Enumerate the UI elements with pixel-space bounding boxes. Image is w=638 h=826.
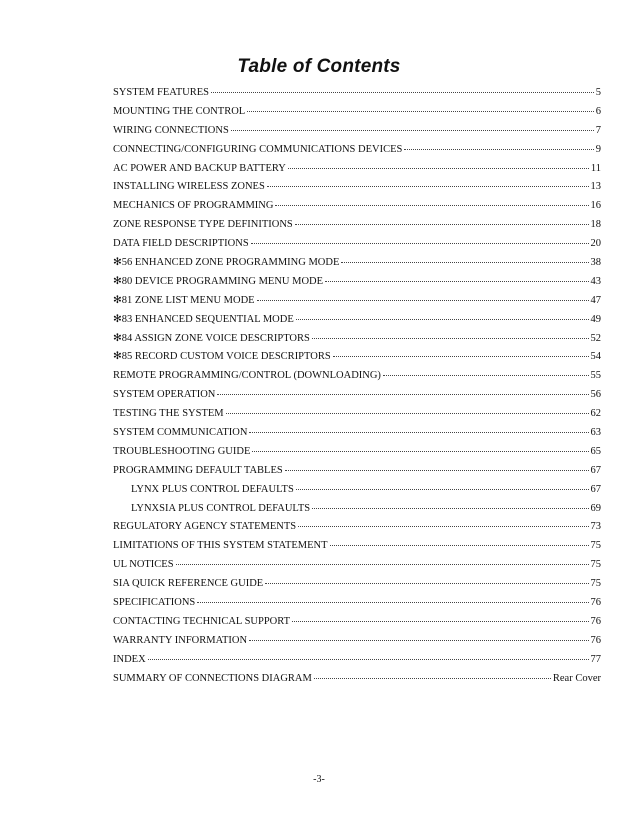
toc-entry-label: MECHANICS OF PROGRAMMING bbox=[113, 200, 274, 212]
toc-entry-label: WARRANTY INFORMATION bbox=[113, 634, 248, 646]
dot-leader bbox=[314, 668, 551, 679]
dot-leader bbox=[217, 384, 588, 395]
toc-entry-label: ✻84 ASSIGN ZONE VOICE DESCRIPTORS bbox=[113, 332, 310, 344]
toc-entry-page: 76 bbox=[590, 615, 601, 627]
toc-entry-label: INSTALLING WIRELESS ZONES bbox=[113, 181, 265, 193]
toc-entry-page: 18 bbox=[590, 219, 601, 231]
dot-leader bbox=[333, 346, 589, 357]
toc-entry[interactable] bbox=[113, 670, 601, 689]
toc-list bbox=[113, 84, 601, 689]
toc-entry-label: DATA FIELD DESCRIPTIONS bbox=[113, 238, 249, 250]
dot-leader bbox=[404, 139, 593, 150]
toc-entry-label: ✻56 ENHANCED ZONE PROGRAMMING MODE bbox=[113, 257, 340, 269]
dot-leader bbox=[298, 516, 588, 527]
toc-entry-page: 77 bbox=[590, 653, 601, 665]
toc-entry-page: 75 bbox=[590, 578, 601, 590]
dot-leader bbox=[312, 498, 588, 509]
dot-leader bbox=[226, 403, 589, 414]
toc-entry-label: WIRING CONNECTIONS bbox=[113, 124, 229, 136]
toc-entry-page: 47 bbox=[590, 294, 601, 306]
toc-entry-label: SYSTEM FEATURES bbox=[113, 87, 209, 98]
dot-leader bbox=[312, 328, 589, 339]
toc-entry-label: UL NOTICES bbox=[113, 559, 174, 571]
toc-entry-label: INDEX bbox=[113, 653, 146, 665]
toc-entry-label: SUMMARY OF CONNECTIONS DIAGRAM bbox=[113, 672, 312, 684]
toc-entry-page: 38 bbox=[590, 257, 601, 269]
page-number: -3- bbox=[313, 774, 325, 785]
page-title: Table of Contents bbox=[237, 56, 401, 77]
dot-leader bbox=[296, 309, 589, 320]
dot-leader bbox=[148, 649, 589, 660]
toc-entry-page: 16 bbox=[590, 200, 601, 212]
toc-entry-label: LYNX PLUS CONTROL DEFAULTS bbox=[131, 483, 294, 495]
toc-entry-page: 63 bbox=[590, 427, 601, 439]
dot-leader bbox=[341, 252, 588, 263]
toc-entry-label: SYSTEM COMMUNICATION bbox=[113, 427, 248, 439]
toc-entry-label: ✻80 DEVICE PROGRAMMING MENU MODE bbox=[113, 275, 324, 287]
toc-entry-page: 5 bbox=[595, 87, 601, 98]
toc-entry-page: 54 bbox=[590, 351, 601, 363]
toc-entry-page: 62 bbox=[590, 408, 601, 420]
dot-leader bbox=[197, 592, 588, 603]
toc-entry-label: PROGRAMMING DEFAULT TABLES bbox=[113, 464, 283, 476]
toc-entry-label: ZONE RESPONSE TYPE DEFINITIONS bbox=[113, 219, 293, 231]
toc-entry-page: 67 bbox=[590, 464, 601, 476]
toc-entry-label: CONTACTING TECHNICAL SUPPORT bbox=[113, 615, 291, 627]
toc-entry-label: TESTING THE SYSTEM bbox=[113, 408, 224, 420]
toc-entry-label: SPECIFICATIONS bbox=[113, 597, 196, 609]
toc-entry-page: Rear Cover bbox=[552, 672, 601, 684]
toc-entry-page: 7 bbox=[595, 124, 601, 136]
dot-leader bbox=[267, 176, 589, 187]
toc-entry-label: ✻81 ZONE LIST MENU MODE bbox=[113, 294, 255, 306]
toc-entry-label: AC POWER AND BACKUP BATTERY bbox=[113, 162, 286, 174]
toc-entry-label: SIA QUICK REFERENCE GUIDE bbox=[113, 578, 264, 590]
dot-leader bbox=[251, 233, 589, 244]
toc-entry-page: 52 bbox=[590, 332, 601, 344]
toc-entry-label: CONNECTING/CONFIGURING COMMUNICATIONS DEVICES bbox=[113, 143, 403, 155]
toc-entry-label: REGULATORY AGENCY STATEMENTS bbox=[113, 521, 297, 533]
toc-entry-page: 6 bbox=[595, 105, 601, 117]
toc-entry-page: 67 bbox=[590, 483, 601, 495]
toc-entry-page: 13 bbox=[590, 181, 601, 193]
dot-leader bbox=[295, 214, 589, 225]
dot-leader bbox=[330, 535, 589, 546]
dot-leader bbox=[325, 271, 588, 282]
dot-leader bbox=[249, 422, 588, 433]
toc-entry-label: ✻85 RECORD CUSTOM VOICE DESCRIPTORS bbox=[113, 351, 331, 363]
dot-leader bbox=[176, 554, 589, 565]
dot-leader bbox=[231, 120, 594, 131]
dot-leader bbox=[265, 573, 588, 584]
toc-entry-page: 76 bbox=[590, 634, 601, 646]
toc-entry-page: 75 bbox=[590, 559, 601, 571]
dot-leader bbox=[275, 195, 588, 206]
dot-leader bbox=[257, 290, 589, 301]
toc-entry-page: 69 bbox=[590, 502, 601, 514]
toc-entry-page: 55 bbox=[590, 370, 601, 382]
toc-entry-page: 76 bbox=[590, 597, 601, 609]
toc-entry-label: REMOTE PROGRAMMING/CONTROL (DOWNLOADING) bbox=[113, 370, 381, 382]
toc-entry-page: 73 bbox=[590, 521, 601, 533]
toc-entry-label: MOUNTING THE CONTROL bbox=[113, 105, 246, 117]
toc-entry-page: 20 bbox=[590, 238, 601, 250]
toc-entry-label: ✻83 ENHANCED SEQUENTIAL MODE bbox=[113, 313, 294, 325]
toc-entry-page: 9 bbox=[595, 143, 601, 155]
toc-entry-page: 43 bbox=[590, 275, 601, 287]
dot-leader bbox=[252, 441, 588, 452]
dot-leader bbox=[292, 611, 588, 622]
toc-entry-label: LYNXSIA PLUS CONTROL DEFAULTS bbox=[131, 502, 311, 514]
dot-leader bbox=[383, 365, 589, 376]
toc-entry-page: 49 bbox=[590, 313, 601, 325]
dot-leader bbox=[285, 460, 589, 471]
dot-leader bbox=[296, 479, 589, 490]
dot-leader bbox=[288, 158, 589, 169]
dot-leader bbox=[211, 82, 594, 93]
toc-entry-page: 56 bbox=[590, 389, 601, 401]
toc-entry-label: TROUBLESHOOTING GUIDE bbox=[113, 445, 251, 457]
toc-entry-label: LIMITATIONS OF THIS SYSTEM STATEMENT bbox=[113, 540, 328, 552]
toc-entry-page: 75 bbox=[590, 540, 601, 552]
toc-entry-label: SYSTEM OPERATION bbox=[113, 389, 216, 401]
toc-entry-page: 11 bbox=[590, 162, 601, 174]
dot-leader bbox=[247, 101, 594, 112]
toc-entry-page: 65 bbox=[590, 445, 601, 457]
dot-leader bbox=[249, 630, 588, 641]
